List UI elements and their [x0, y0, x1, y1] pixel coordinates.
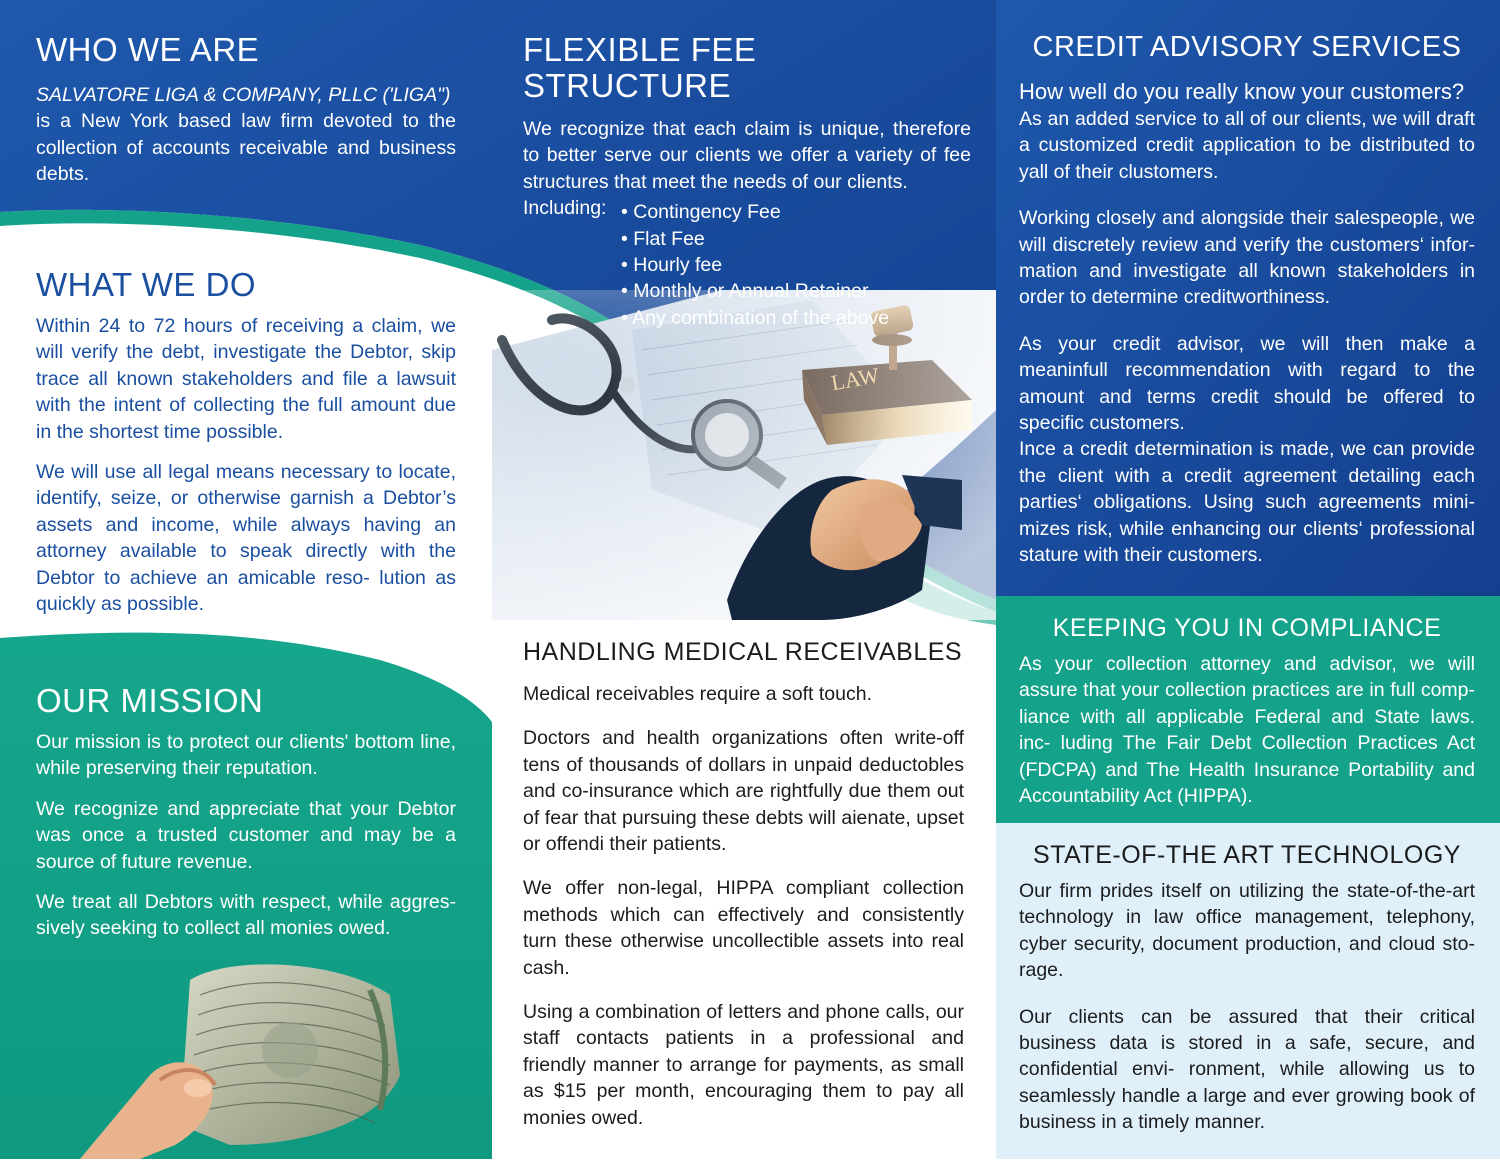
medical-paragraph-1: Medical receivables require a soft touch.: [523, 683, 873, 705]
money-stack: [180, 964, 400, 1145]
firm-name: SALVATORE LIGA & COMPANY, PLLC ('LIGA"): [36, 84, 451, 106]
what-we-do-paragraph-2: We will use all legal means necessary to locate, identify, seize, or otherwise garnish a Debtor’s assets and income, while always having an attorney available to speak directly with the Debtor to achieve an amicable reso- lution as quickly as possible.: [36, 461, 456, 616]
credit-paragraph-4: Ince a credit determination is made, we can provide the client with a credit agreement detailing each parties‘ obligations. Using such agreements mini- mizes risk, while enhancing our clients‘ professional stature with their customers.: [1019, 438, 1475, 567]
credit-paragraph-1: As an added service to all of our clients, we will draft a customized credit application to be distributed to yall of their clustomers.: [1019, 108, 1475, 183]
compliance-paragraph: As your collection attorney and advisor, we will assure that your collection practices are in full comp- liance with all applicable Federal and State laws. inc- luding The Fair Debt Collection Practices Act (FDCPA) and The Health Insurance Portability and Accountability Act (HIPPA).: [1019, 653, 1475, 808]
our-mission-paragraph-3: We treat all Debtors with respect, while aggres- sively seeking to collect all monies owed.: [36, 891, 456, 940]
our-mission-paragraph-1: Our mission is to protect our clients' bottom line, while preserving their reputation.: [36, 731, 456, 780]
fee-item: • Hourly fee: [621, 254, 723, 277]
what-we-do-paragraph-1: Within 24 to 72 hours of receiving a claim, we will verify the debt, investigate the Debtor, skip trace all known stakeholders and file a lawsuit with the intent of collecting the full amount due in the shortest time possible.: [36, 315, 456, 443]
fee-item: • Contingency Fee: [621, 201, 781, 224]
medical-illustration: [492, 290, 996, 620]
credit-advisory-title: CREDIT ADVISORY SERVICES: [1032, 31, 1462, 63]
fee-item: • Monthly or Annual Retainer: [621, 280, 869, 303]
fee-structure-title: FLEXIBLE FEE STRUCTURE: [523, 31, 757, 104]
medical-paragraph-4: Using a combination of letters and phone calls, our staff contacts patients in a professional and friendly manner to arrange for payments, as small as $15 per month, encouraging them to pay all monies owed.: [523, 1001, 964, 1129]
medical-receivables-title: HANDLING MEDICAL RECEIVABLES: [523, 638, 963, 666]
fee-list: [621, 199, 889, 331]
what-we-do-title: WHAT WE DO: [36, 266, 257, 303]
fee-item: • Flat Fee: [621, 227, 705, 250]
our-mission-section: [36, 683, 456, 956]
compliance-section: [1019, 613, 1475, 823]
credit-advisory-section: [1019, 30, 1475, 583]
credit-question: How well do you really know your customers?: [1019, 79, 1465, 104]
medical-paragraph-2: Doctors and health organizations often write-off tens of thousands of dollars in unpaid deductobles and co-insurance which are rightfully due them out of fear that pursuing these debts will aienate, upset or offendi their patients.: [523, 727, 964, 856]
fee-item: • Any combination of the above: [621, 306, 890, 329]
technology-section: [1019, 840, 1475, 1150]
firm-description: is a New York based law firm devoted to the collection of accounts receivable and business debts.: [36, 110, 456, 186]
medical-paragraph-3: We offer non-legal, HIPPA compliant collection methods which can effectively and consistently turn these otherwise uncollectible assets into real cash.: [523, 877, 964, 979]
who-we-are-title: WHO WE ARE: [36, 31, 260, 68]
medical-receivables-section: [523, 637, 964, 1145]
hand: [80, 1062, 215, 1159]
our-mission-paragraph-2: We recognize and appreciate that your Debtor was once a trusted customer and may be a source of future revenue.: [36, 797, 456, 873]
technology-title: STATE-OF-THE ART TECHNOLOGY: [1033, 841, 1461, 869]
fee-structure-intro: We recognize that each claim is unique, therefore to better serve our clients we offer a variety of fee structures that meet the needs of our clients.: [523, 118, 971, 193]
credit-paragraph-2: Working closely and alongside their salespeople, we will discretely review and verify the customers‘ infor- mation and investigate all known stakeholders in order to determine creditworthiness.: [1019, 207, 1475, 309]
technology-paragraph-2: Our clients can be assured that their critical business data is stored in a safe, secure, and confidential envi- ronment, while allowing us to seamlessly handle a large and ever growing book of business in a timely manner.: [1019, 1005, 1475, 1134]
compliance-title: KEEPING YOU IN COMPLIANCE: [1052, 614, 1442, 642]
fee-structure-section: [523, 32, 971, 331]
what-we-do-section: [36, 267, 456, 631]
fee-including-label: Including:: [523, 197, 607, 220]
money-illustration: [80, 955, 410, 1159]
credit-paragraph-3: As your credit advisor, we will then make a meaninfull recommendation with regard to the amount and terms credit should be offered to specific customers.: [1019, 332, 1475, 435]
technology-paragraph-1: Our firm prides itself on utilizing the state-of-the-art technology in law office management, telephony, cyber security, document production, and cloud sto- rage.: [1019, 880, 1475, 982]
who-we-are-section: [36, 32, 456, 188]
our-mission-title: OUR MISSION: [36, 682, 264, 719]
